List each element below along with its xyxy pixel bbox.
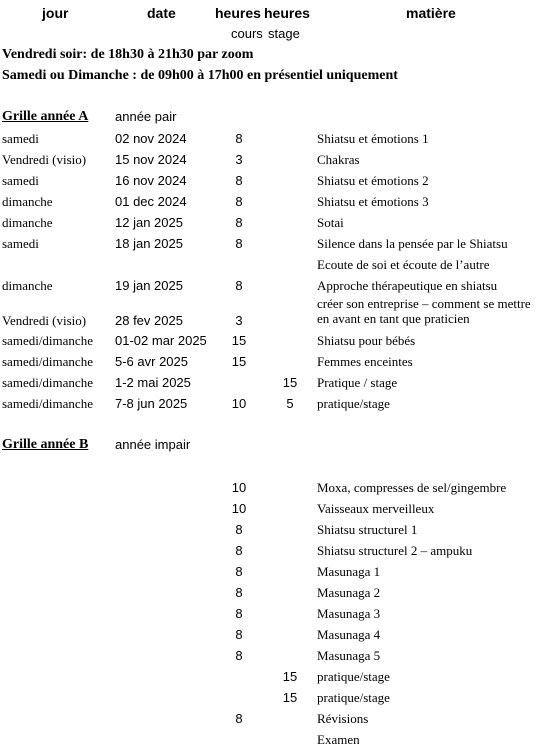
table-row [0,479,543,500]
table-row [0,151,543,172]
cell-stage: 5 [286,396,294,411]
cell-cours: 15 [231,333,247,348]
cell-matiere: Sotai [317,215,344,230]
cell-stage: 15 [282,375,298,390]
header-stage: stage [268,26,300,41]
table-row [0,172,543,193]
header-cours: cours [231,26,263,41]
section-grille-b-header [0,436,543,454]
header-heures-cours: heures [215,5,261,21]
cell-cours: 8 [235,278,243,293]
table-row [0,584,543,605]
cell-date: 16 nov 2024 [115,173,187,188]
cell-matiere: Vaisseaux merveilleux [317,501,435,516]
cell-stage: 15 [282,669,298,684]
table-row [0,710,543,731]
grille-a-title: Grille année A [2,109,89,124]
cell-matiere: Shiatsu structurel 1 [317,522,418,537]
info-line-weekend: Samedi ou Dimanche : de 09h00 à 17h00 en présentiel uniquement [2,68,398,83]
cell-date: 12 jan 2025 [115,215,183,230]
cell-cours: 10 [231,396,247,411]
cell-date: 01-02 mar 2025 [115,333,207,348]
cell-jour: samedi [2,236,39,251]
cell-matiere: Révisions [317,711,369,726]
cell-matiere: Silence dans la pensée par le Shiatsu [317,236,508,251]
cell-matiere: Femmes enceintes [317,354,413,369]
cell-jour: samedi [2,131,39,146]
cell-matiere: Examen [317,732,360,747]
cell-cours: 15 [231,354,247,369]
cell-date: 7-8 jun 2025 [115,396,188,411]
header-matiere: matière [406,5,456,21]
table-row [0,214,543,235]
table-row [0,395,543,416]
grille-b-subtitle: année impair [115,437,191,452]
cell-date: 1-2 mai 2025 [115,375,191,390]
cell-matiere: pratique/stage [317,669,390,684]
cell-matiere: Moxa, compresses de sel/gingembre [317,480,507,495]
cell-stage: 15 [282,690,298,705]
cell-cours: 8 [235,648,243,663]
table-row [0,130,543,151]
table-row [0,296,543,332]
table-row [0,647,543,668]
table-row [0,689,543,710]
cell-matiere: Ecoute de soi et écoute de l’autre [317,257,490,272]
cell-cours: 8 [235,194,243,209]
cell-matiere: pratique/stage [317,396,390,411]
cell-date: 02 nov 2024 [115,131,187,146]
cell-jour: samedi [2,173,39,188]
cell-matiere: Masunaga 4 [317,627,381,642]
cell-matiere: Masunaga 2 [317,585,381,600]
cell-date: 19 jan 2025 [115,278,183,293]
cell-cours: 8 [235,627,243,642]
cell-matiere: Pratique / stage [317,375,398,390]
cell-matiere: Shiatsu et émotions 3 [317,194,429,209]
table-row [0,277,543,298]
section-grille-a-header [0,108,543,126]
cell-date: 01 dec 2024 [115,194,187,209]
table-row [0,668,543,689]
cell-cours: 8 [235,543,243,558]
cell-cours: 8 [235,173,243,188]
cell-jour: samedi/dimanche [2,375,93,390]
cell-jour: Vendredi (visio) [2,152,87,167]
table-row [0,563,543,584]
grille-b-title: Grille année B [2,437,89,452]
cell-jour: dimanche [2,194,53,209]
cell-matiere: Masunaga 5 [317,648,381,663]
table-row [0,256,543,277]
cell-cours: 8 [235,215,243,230]
cell-jour: dimanche [2,215,53,230]
info-line-vendredi: Vendredi soir: de 18h30 à 21h30 par zoom [2,47,254,62]
cell-cours: 3 [235,152,243,167]
cell-jour: samedi/dimanche [2,333,93,348]
table-row [0,332,543,353]
cell-matiere: Approche thérapeutique en shiatsu [317,278,498,293]
cell-jour: samedi/dimanche [2,354,93,369]
cell-matiere: Shiatsu pour bébés [317,333,416,348]
cell-matiere: pratique/stage [317,690,390,705]
cell-matiere: Shiatsu structurel 2 – ampuku [317,543,473,558]
table-row [0,500,543,521]
cell-cours: 10 [231,480,247,495]
cell-cours: 3 [235,313,243,328]
cell-date: 28 fev 2025 [115,313,183,328]
cell-cours: 8 [235,522,243,537]
cell-matiere: Masunaga 1 [317,564,381,579]
cell-cours: 10 [231,501,247,516]
cell-date: 5-6 avr 2025 [115,354,188,369]
table-row [0,731,543,752]
cell-cours: 8 [235,564,243,579]
cell-cours: 8 [235,131,243,146]
cell-cours: 8 [235,711,243,726]
cell-matiere: Chakras [317,152,360,167]
cell-matiere: Shiatsu et émotions 1 [317,131,429,146]
table-row [0,521,543,542]
cell-matiere: Shiatsu et émotions 2 [317,173,429,188]
table-row [0,353,543,374]
cell-date: 18 jan 2025 [115,236,183,251]
table-row [0,542,543,563]
cell-cours: 8 [235,606,243,621]
cell-matiere: Masunaga 3 [317,606,381,621]
cell-cours: 8 [235,585,243,600]
table-row [0,605,543,626]
header-jour: jour [42,5,69,21]
grille-a-subtitle: année pair [115,109,177,124]
cell-matiere: créer son entreprise – comment se mettre en avant en tant que praticien [317,296,531,326]
cell-cours: 8 [235,236,243,251]
cell-jour: samedi/dimanche [2,396,93,411]
table-row [0,193,543,214]
table-row [0,626,543,647]
cell-date: 15 nov 2024 [115,152,187,167]
cell-jour: Vendredi (visio) [2,313,87,328]
table-row [0,235,543,256]
table-row [0,374,543,395]
header-heures-stage: heures [264,5,310,21]
header-date: date [147,5,176,21]
cell-jour: dimanche [2,278,53,293]
